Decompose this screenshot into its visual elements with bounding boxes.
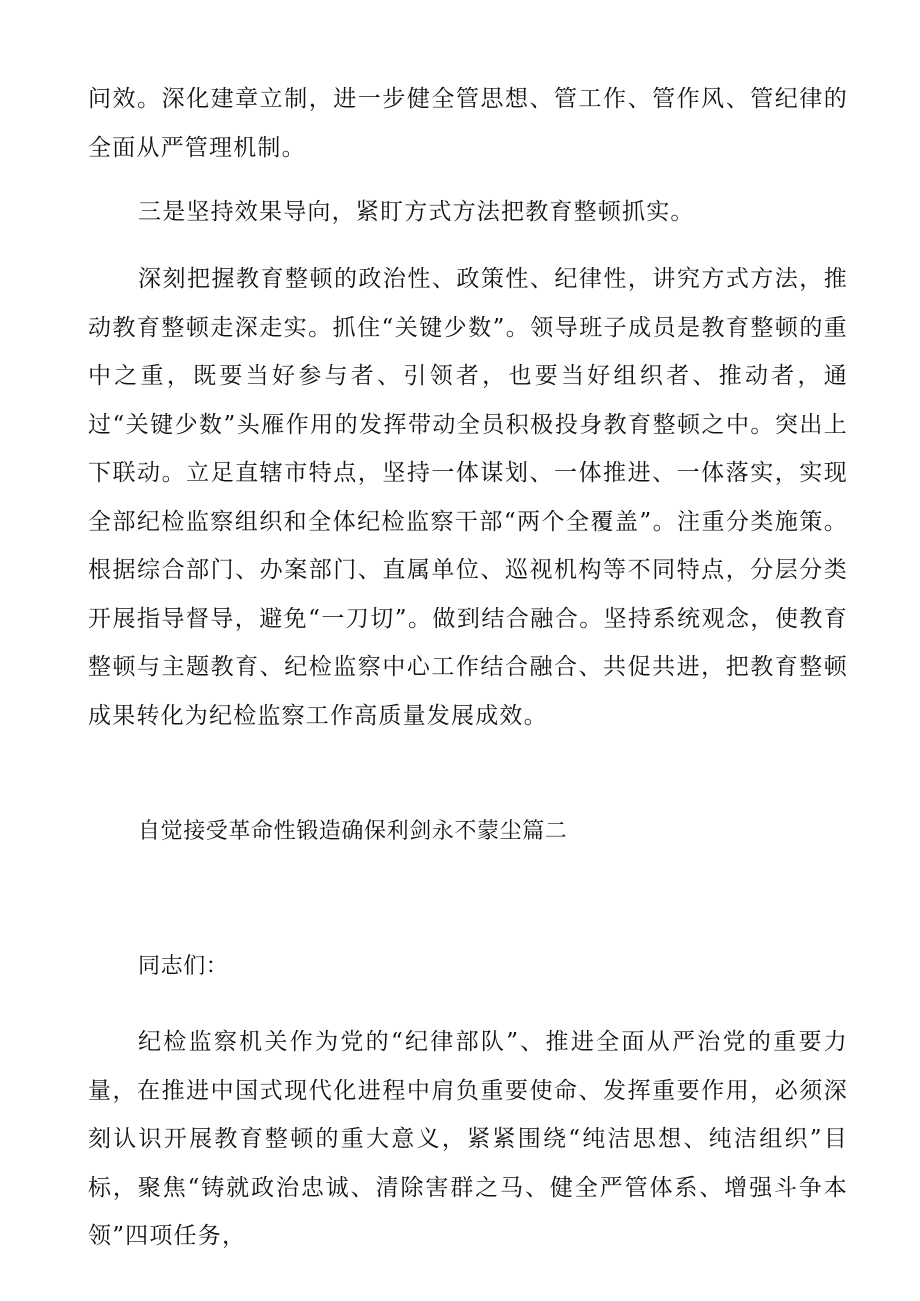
salutation: 同志们： <box>138 954 229 979</box>
section-heading-results-oriented: 三是坚持效果导向，紧盯方式方法把教育整顿抓实。 <box>138 199 695 225</box>
paragraph-methods: 深刻把握教育整顿的政治性、政策性、纪律性，讲究方式方法，推动教育整顿走深走实。抓住“关键少数”。领导班子成员是教育整顿的重中之重，既要当好参与者、引领者，也要当好组织者、推动者，通过“关键少数”头雁作用的发挥带动全员积极投身教育整顿之中。突出上下联动。立足直辖市特点，坚持一体谋划、一体推进、一体落实，实现全部纪检监察组织和全体纪检监察干部“两个全覆盖”。注重分类施策。根据综合部门、办案部门、直属单位、巡视机构等不同特点，分层分类开展指导督导，避免“一刀切”。做到结合融合。坚持系统观念，使教育整顿与主题教育、纪检监察中心工作结合融合、共促共进，把教育整顿成果转化为纪检监察工作高质量发展成效。 <box>88 266 848 729</box>
article-title-part-two: 自觉接受革命性锻造确保利剑永不蒙尘篇二 <box>138 819 568 844</box>
paragraph-management-mechanism: 问效。深化建章立制，进一步健全管思想、管工作、管作风、管纪律的全面从严管理机制。 <box>88 86 848 161</box>
paragraph-discipline-organs: 纪检监察机关作为党的“纪律部队”、推进全面从严治党的重要力量，在推进中国式现代化进程中肩负重要使命、发挥重要作用，必须深刻认识开展教育整顿的重大意义，紧紧围绕“纯洁思想、纯洁组织”目标，聚焦“铸就政治忠诚、清除害群之马、健全严管体系、增强斗争本领”四项任务， <box>88 1029 848 1249</box>
